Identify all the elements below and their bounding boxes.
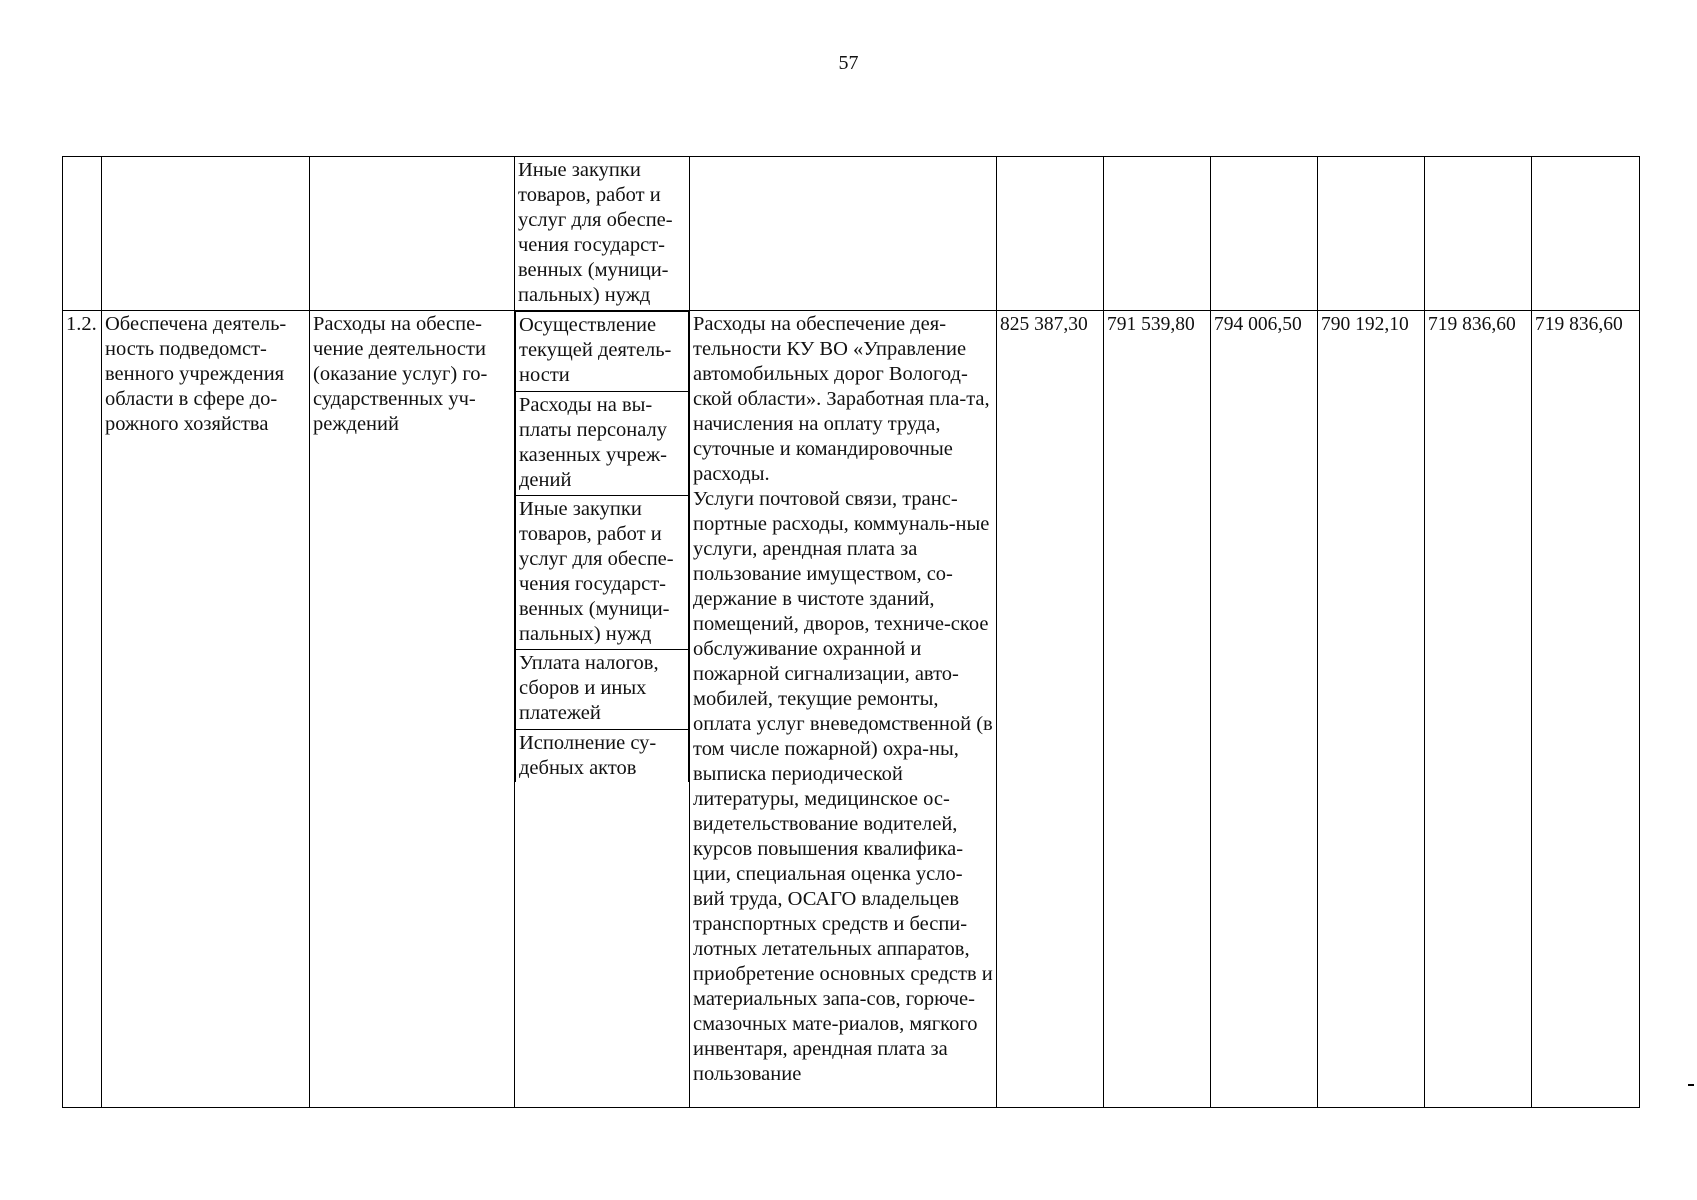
cell-amount (1211, 157, 1318, 311)
expense-type-item: Исполнение су-дебных актов (516, 730, 689, 783)
cell-expense-types (515, 311, 690, 1108)
table-row-continuation (63, 157, 1640, 311)
cell-amount: 719 836,60 (1532, 311, 1640, 1108)
cell-amount (1425, 157, 1532, 311)
page-number: 57 (838, 52, 859, 74)
cell-description (690, 311, 997, 1108)
margin-mark (1688, 1084, 1694, 1086)
cell-result: Обеспечена деятель-ность подведомст-венного учреждения области в сфере до-рожного хозяйства (102, 311, 310, 1108)
cell-index: 1.2. (63, 311, 102, 1108)
cell-amount (997, 157, 1104, 311)
expense-type-item: Уплата налогов, сборов и иных платежей (516, 650, 689, 730)
cell-index (63, 157, 102, 311)
cell-expense-type: Иные закупки товаров, работ и услуг для обеспе-чения государст-венных (муници-пальных) нужд (515, 157, 690, 311)
expense-types-list (515, 311, 689, 782)
cell-amount: 790 192,10 (1318, 311, 1425, 1108)
cell-amount: 825 387,30 (997, 311, 1104, 1108)
expense-type-item: Расходы на вы-платы персоналу казенных учреж-дений (516, 392, 689, 496)
cell-measure: Расходы на обеспе-чение деятельности (оказание услуг) го-сударственных уч-реждений (310, 311, 515, 1108)
cell-amount (1532, 157, 1640, 311)
expense-type-item: Иные закупки товаров, работ и услуг для обеспе-чения государст-венных (муници-пальных) нужд (516, 496, 689, 650)
cell-amount (1104, 157, 1211, 311)
cell-amount: 791 539,80 (1104, 311, 1211, 1108)
cell-result (102, 157, 310, 311)
cell-amount: 719 836,60 (1425, 311, 1532, 1108)
table-row-1-2 (63, 311, 1640, 1108)
description-paragraph: Расходы на обеспечение дея-тельности КУ ВО «Управление автомобильных дорог Вологод-ской области». Заработная пла-та, начисления на оплату труда, суточные и командировочные расходы. (693, 313, 990, 485)
expense-type-item: Осуществление текущей деятель-ности (516, 312, 689, 392)
budget-table (62, 156, 1640, 1108)
cell-amount: 794 006,50 (1211, 311, 1318, 1108)
cell-measure (310, 157, 515, 311)
description-paragraph: Услуги почтовой связи, транс-портные расходы, коммуналь-ные услуги, арендная плата за пользование имуществом, со-держание в чистоте зданий, помещений, дворов, техниче-ское обслуживание охранной и пожарной сигнализации, авто-мобилей, текущие ремонты, оплата услуг вневедомственной (в том числе пожарной) охра-ны, выписка периодической литературы, медицинское ос-видетельствование водителей, курсов повышения квалифика-ции, специальная оценка усло-вий труда, ОСАГО владельцев транспортных средств и беспи-лотных летательных аппаратов, приобретение основных средств и материальных запа-сов, горюче-смазочных мате-риалов, мягкого инвентаря, арендная плата за пользование (693, 488, 993, 1085)
cell-description (690, 157, 997, 311)
cell-amount (1318, 157, 1425, 311)
